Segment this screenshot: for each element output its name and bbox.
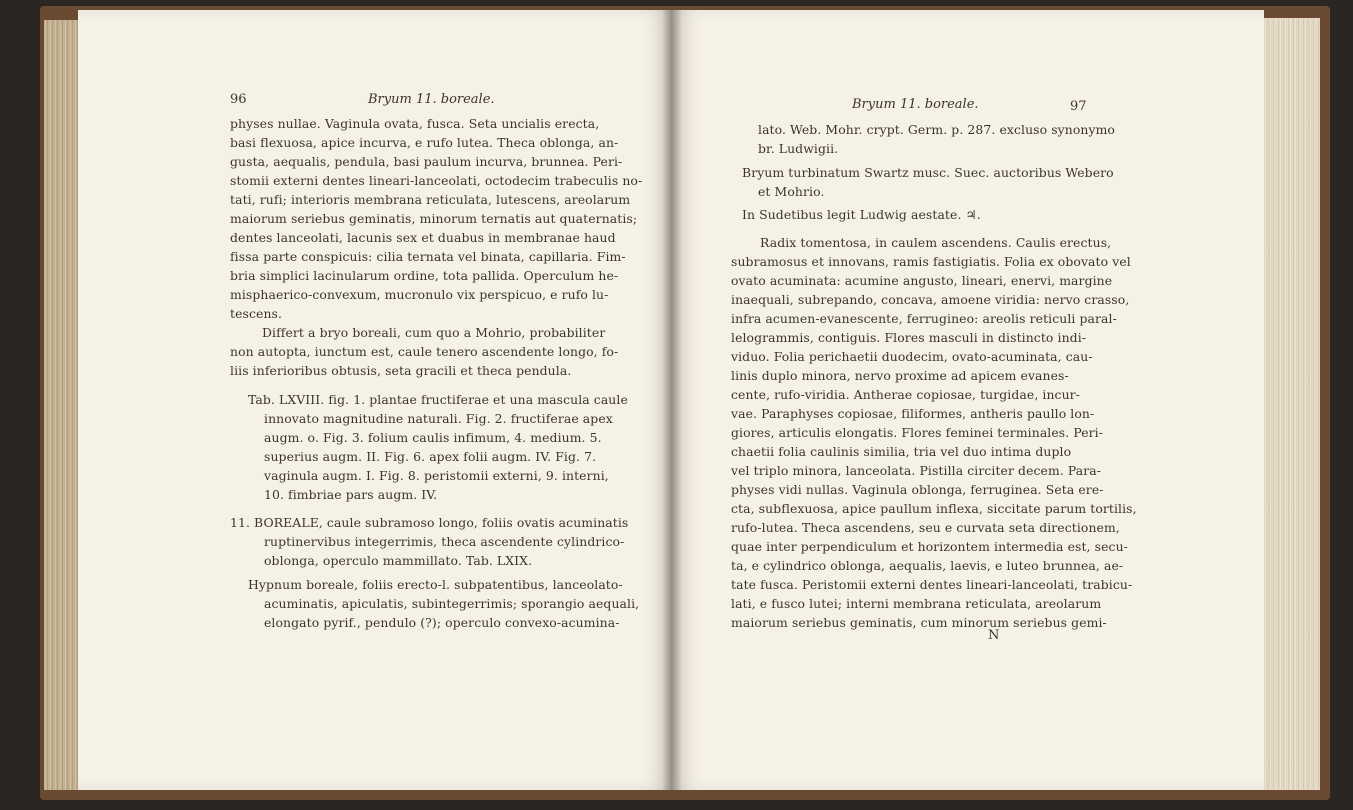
right-line: vae. Paraphyses copiosae, filiformes, antheris paullo lon- (731, 406, 1095, 421)
left-line: superius augm. II. Fig. 6. apex folii augm. IV. Fig. 7. (264, 449, 597, 464)
right-line: vel triplo minora, lanceolata. Pistilla circiter decem. Para- (731, 463, 1102, 478)
left-page-number: 96 (230, 92, 247, 107)
right-line: Bryum turbinatum Swartz musc. Suec. auctoribus Webero (742, 165, 1114, 180)
left-running-header: Bryum 11. boreale. (368, 92, 495, 107)
right-line: inaequali, subrepando, concava, amoene viridia: nervo crasso, (731, 292, 1130, 307)
left-line: 11. BOREALE, caule subramoso longo, foliis ovatis acuminatis (230, 515, 629, 530)
left-line: bria simplici lacinularum ordine, tota pallida. Operculum he- (230, 268, 619, 283)
right-line: cente, rufo-viridia. Antherae copiosae, turgidae, incur- (731, 387, 1080, 402)
signature-mark: N (988, 628, 1000, 643)
right-page-edges (1262, 18, 1320, 790)
left-line: misphaerico-convexum, mucronulo vix perspicuo, e rufo lu- (230, 287, 609, 302)
left-line: fissa parte conspicuis: cilia ternata vel binata, capillaria. Fim- (230, 249, 626, 264)
left-line: gusta, aequalis, pendula, basi paulum incurva, brunnea. Peri- (230, 154, 623, 169)
right-line: chaetii folia caulinis similia, tria vel duo intima duplo (731, 444, 1072, 459)
right-line: maiorum seriebus geminatis, cum minorum seriebus gemi- (731, 615, 1107, 630)
right-line: Radix tomentosa, in caulem ascendens. Caulis erectus, (760, 235, 1112, 250)
left-line: ruptinervibus integerrimis, theca ascendente cylindrico- (264, 534, 625, 549)
right-line: lelogrammis, contiguis. Flores masculi in distincto indi- (731, 330, 1087, 345)
right-line: lato. Web. Mohr. crypt. Germ. p. 287. excluso synonymo (758, 122, 1115, 137)
left-line: physes nullae. Vaginula ovata, fusca. Seta uncialis erecta, (230, 116, 600, 131)
left-line: non autopta, iunctum est, caule tenero ascendente longo, fo- (230, 344, 619, 359)
left-line: basi flexuosa, apice incurva, e rufo lutea. Theca oblonga, an- (230, 135, 619, 150)
right-running-header: Bryum 11. boreale. (852, 97, 979, 112)
right-line: br. Ludwigii. (758, 141, 839, 156)
right-line: tate fusca. Peristomii externi dentes lineari-lanceolati, trabicu- (731, 577, 1133, 592)
left-line: dentes lanceolati, lacunis sex et duabus in membranae haud (230, 230, 616, 245)
left-line: elongato pyrif., pendulo (?); operculo convexo-acumina- (264, 615, 620, 630)
right-line: ovato acuminata: acumine angusto, lineari, enervi, margine (731, 273, 1113, 288)
left-line: 10. fimbriae pars augm. IV. (264, 487, 438, 502)
book-gutter (662, 10, 682, 790)
right-line: et Mohrio. (758, 184, 825, 199)
left-line: vaginula augm. I. Fig. 8. peristomii externi, 9. interni, (264, 468, 609, 483)
right-line: rufo-lutea. Theca ascendens, seu e curvata seta directionem, (731, 520, 1120, 535)
left-line: stomii externi dentes lineari-lanceolati, octodecim trabeculis no- (230, 173, 643, 188)
right-line: giores, articulis elongatis. Flores feminei terminales. Peri- (731, 425, 1104, 440)
left-line: tescens. (230, 306, 283, 321)
left-line: tati, rufi; interioris membrana reticulata, lutescens, areolarum (230, 192, 631, 207)
right-line: In Sudetibus legit Ludwig aestate. ♃. (742, 207, 981, 222)
left-line: Differt a bryo boreali, cum quo a Mohrio, probabiliter (262, 325, 606, 340)
right-line: subramosus et innovans, ramis fastigiatis. Folia ex obovato vel (731, 254, 1131, 269)
right-line: infra acumen-evanescente, ferrugineo: areolis reticuli paral- (731, 311, 1117, 326)
left-line: innovato magnitudine naturali. Fig. 2. fructiferae apex (264, 411, 613, 426)
right-line: cta, subflexuosa, apice paullum inflexa, siccitate parum tortilis, (731, 501, 1137, 516)
left-line: Hypnum boreale, foliis erecto-l. subpatentibus, lanceolato- (248, 577, 623, 592)
right-line: physes vidi nullas. Vaginula oblonga, ferruginea. Seta ere- (731, 482, 1104, 497)
left-line: maiorum seriebus geminatis, minorum ternatis aut quaternatis; (230, 211, 638, 226)
left-line: acuminatis, apiculatis, subintegerrimis; sporangio aequali, (264, 596, 640, 611)
right-line: lati, e fusco lutei; interni membrana reticulata, areolarum (731, 596, 1102, 611)
right-line: viduo. Folia perichaetii duodecim, ovato-acuminata, cau- (731, 349, 1093, 364)
left-line: Tab. LXVIII. fig. 1. plantae fructiferae et una mascula caule (248, 392, 628, 407)
right-line: ta, e cylindrico oblonga, aequalis, laevis, e luteo brunnea, ae- (731, 558, 1124, 573)
right-line: quae inter perpendiculum et horizontem intermedia est, secu- (731, 539, 1128, 554)
left-line: oblonga, operculo mammillato. Tab. LXIX. (264, 553, 533, 568)
right-page-number: 97 (1070, 99, 1087, 114)
left-line: augm. o. Fig. 3. folium caulis infimum, 4. medium. 5. (264, 430, 602, 445)
right-line: linis duplo minora, nervo proxime ad apicem evanes- (731, 368, 1069, 383)
left-page-edges (44, 20, 78, 790)
left-line: liis inferioribus obtusis, seta gracili et theca pendula. (230, 363, 572, 378)
